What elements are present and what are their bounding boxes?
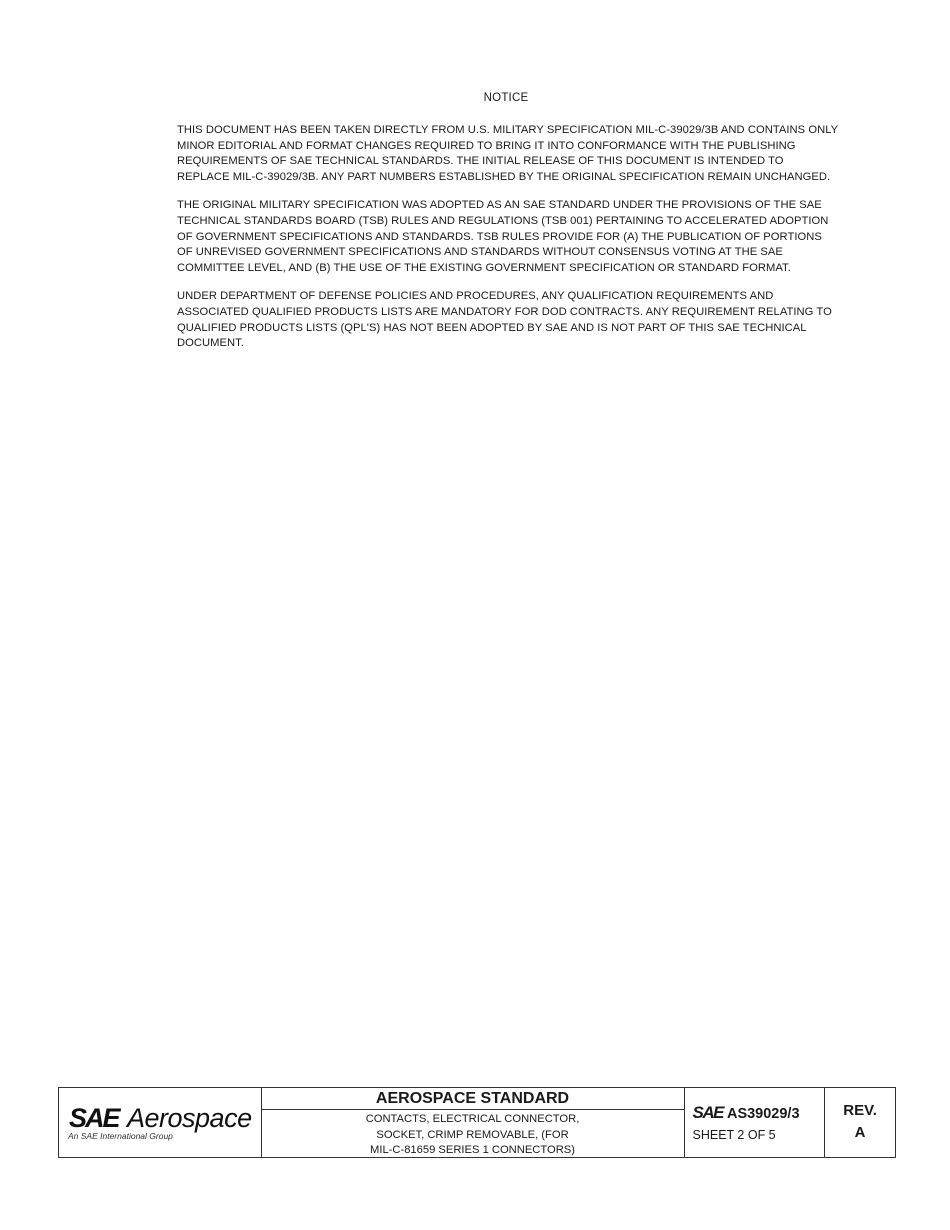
- notice-paragraph-3: UNDER DEPARTMENT OF DEFENSE POLICIES AND PROCEDURES, ANY QUALIFICATION REQUIREMENTS AND ASSOCIATED QUALIFIED PRODUCTS LISTS ARE MANDATORY FOR DOD CONTRACTS. ANY REQUIREMENT RELATING TO QUALIFIED PRODUCTS LISTS (QPL'S) HAS NOT BEEN ADOPTED BY SAE AND IS NOT PART OF THIS SAE TECHNICAL DOCUMENT.: [177, 290, 832, 350]
- revision-cell: [825, 1088, 895, 1157]
- notice-title: NOTICE: [483, 92, 529, 104]
- revision-value: A: [854, 1124, 866, 1141]
- description-line-3: MIL-C-81659 SERIES 1 CONNECTORS): [370, 1144, 575, 1156]
- description-line-1: CONTACTS, ELECTRICAL CONNECTOR,: [365, 1113, 580, 1125]
- document-number-line: [693, 1103, 800, 1123]
- document-number-cell: [685, 1088, 826, 1157]
- title-block: [58, 1087, 896, 1158]
- notice-paragraph-2: THE ORIGINAL MILITARY SPECIFICATION WAS ADOPTED AS AN SAE STANDARD UNDER THE PROVISIONS OF THE SAE TECHNICAL STANDARDS BOARD (TSB) RULES AND REGULATIONS (TSB 001) PERTAINING TO ACCELERATED ADOPTION OF GOVERNMENT SPECIFICATIONS AND STANDARDS. TSB RULES PROVIDE FOR (A) THE PUBLICATION OF PORTIONS OF UNREVISED GOVERNMENT SPECIFICATIONS AND STANDARDS WITHOUT CONSENSUS VOTING AT THE SAE COMMITTEE LEVEL, AND (B) THE USE OF THE EXISTING GOVERNMENT SPECIFICATION OR STANDARD FORMAT.: [177, 199, 829, 274]
- sae-small-logo: SAE: [692, 1103, 723, 1122]
- logo-sae-mark: SAE: [69, 1103, 119, 1133]
- sae-aerospace-logo: [59, 1088, 262, 1157]
- standard-title: AEROSPACE STANDARD: [262, 1088, 684, 1110]
- revision-label: REV.: [843, 1102, 877, 1119]
- standard-title-cell: [262, 1088, 685, 1157]
- logo-subtitle: An SAE International Group: [68, 1131, 173, 1141]
- document-number: AS39029/3: [726, 1106, 800, 1122]
- notice-body: [177, 123, 839, 365]
- sheet-number: SHEET 2 OF 5: [692, 1128, 776, 1142]
- notice-paragraph-1: THIS DOCUMENT HAS BEEN TAKEN DIRECTLY FROM U.S. MILITARY SPECIFICATION MIL-C-39029/3B AND CONTAINS ONLY MINOR EDITORIAL AND FORMAT CHANGES REQUIRED TO BRING IT INTO CONFORMANCE WITH THE PUBLISHING REQUIREMENTS OF SAE TECHNICAL STANDARDS. THE INITIAL RELEASE OF THIS DOCUMENT IS INTENDED TO REPLACE MIL-C-39029/3B. ANY PART NUMBERS ESTABLISHED BY THE ORIGINAL SPECIFICATION REMAIN UNCHANGED.: [177, 124, 838, 183]
- description-line-2: SOCKET, CRIMP REMOVABLE, (FOR: [376, 1128, 569, 1141]
- standard-description: [262, 1110, 684, 1159]
- logo-aerospace-text: Aerospace: [127, 1103, 252, 1133]
